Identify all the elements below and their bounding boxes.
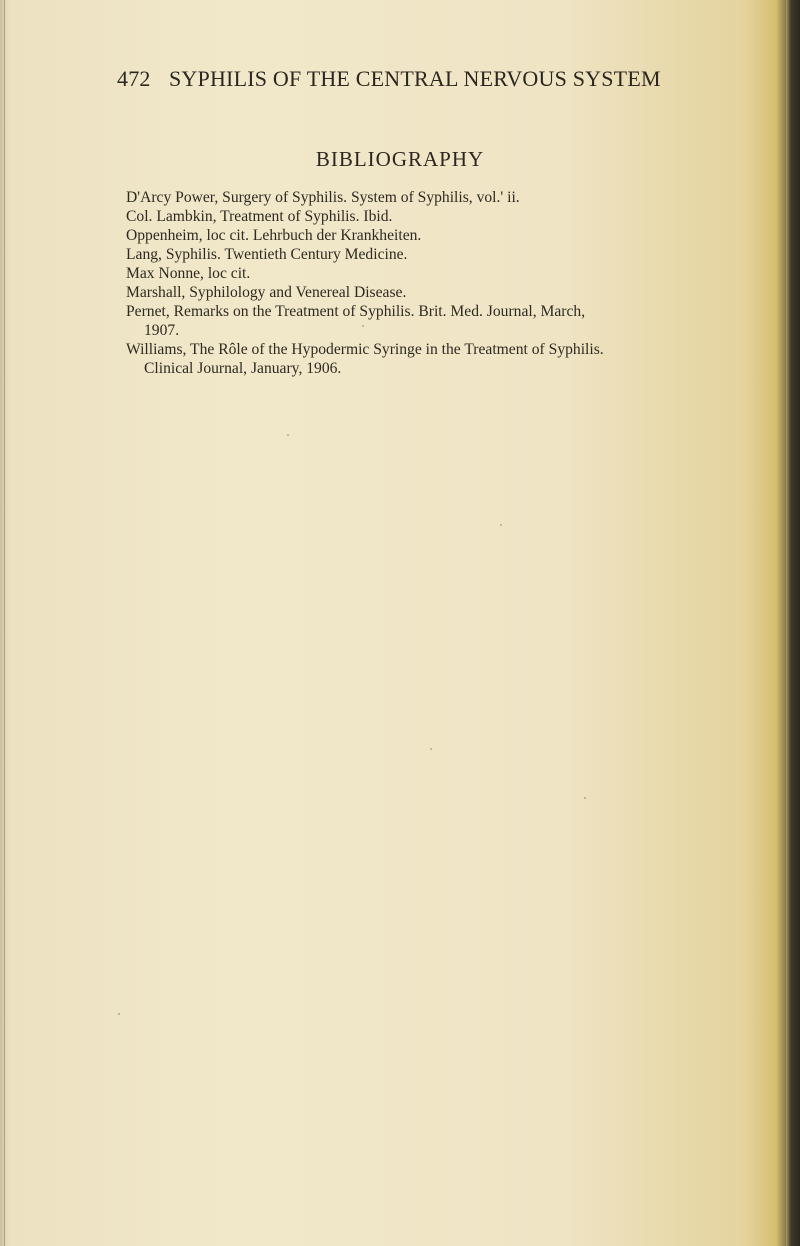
bibliography-entry [126,188,706,207]
bibliography-entry [126,302,706,340]
page-number: 472 [117,66,151,91]
bibliography-list [126,188,706,378]
entry-text: Max Nonne, loc cit. [126,265,251,282]
section-title: BIBLIOGRAPHY [315,147,485,171]
entry-text: Marshall, Syphilology and Venereal Disease. [126,284,407,301]
entry-text: Lang, Syphilis. Twentieth Century Medicine. [126,246,408,263]
entry-continuation: Clinical Journal, January, 1906. [144,360,342,377]
bibliography-entry [126,264,706,283]
paper-speck [362,325,364,327]
bibliography-entry [126,283,706,302]
paper-speck [430,748,432,750]
page-left-edge [0,0,10,1246]
entry-text: Williams, The Rôle of the Hypodermic Syringe in the Treatment of Syphilis. [126,341,604,358]
bibliography-entry [126,226,706,245]
bibliography-entry [126,340,706,378]
book-spine-edge [786,0,800,1246]
entry-text: D'Arcy Power, Surgery of Syphilis. System of Syphilis, vol.' ii. [126,189,520,206]
running-header [117,66,717,96]
entry-text: Col. Lambkin, Treatment of Syphilis. Ibid. [126,208,393,225]
entry-text: Pernet, Remarks on the Treatment of Syphilis. Brit. Med. Journal, March, [126,303,586,320]
paper-speck [287,434,289,436]
bibliography-entry [126,207,706,226]
paper-speck [118,1013,120,1015]
paper-speck [500,524,502,526]
page-fold-line [4,0,5,1246]
running-header-title: SYPHILIS OF THE CENTRAL NERVOUS SYSTEM [169,66,661,91]
paper-speck [584,797,586,799]
entry-text: Oppenheim, loc cit. Lehrbuch der Krankheiten. [126,227,422,244]
entry-continuation: 1907. [144,322,180,339]
bibliography-entry [126,245,706,264]
